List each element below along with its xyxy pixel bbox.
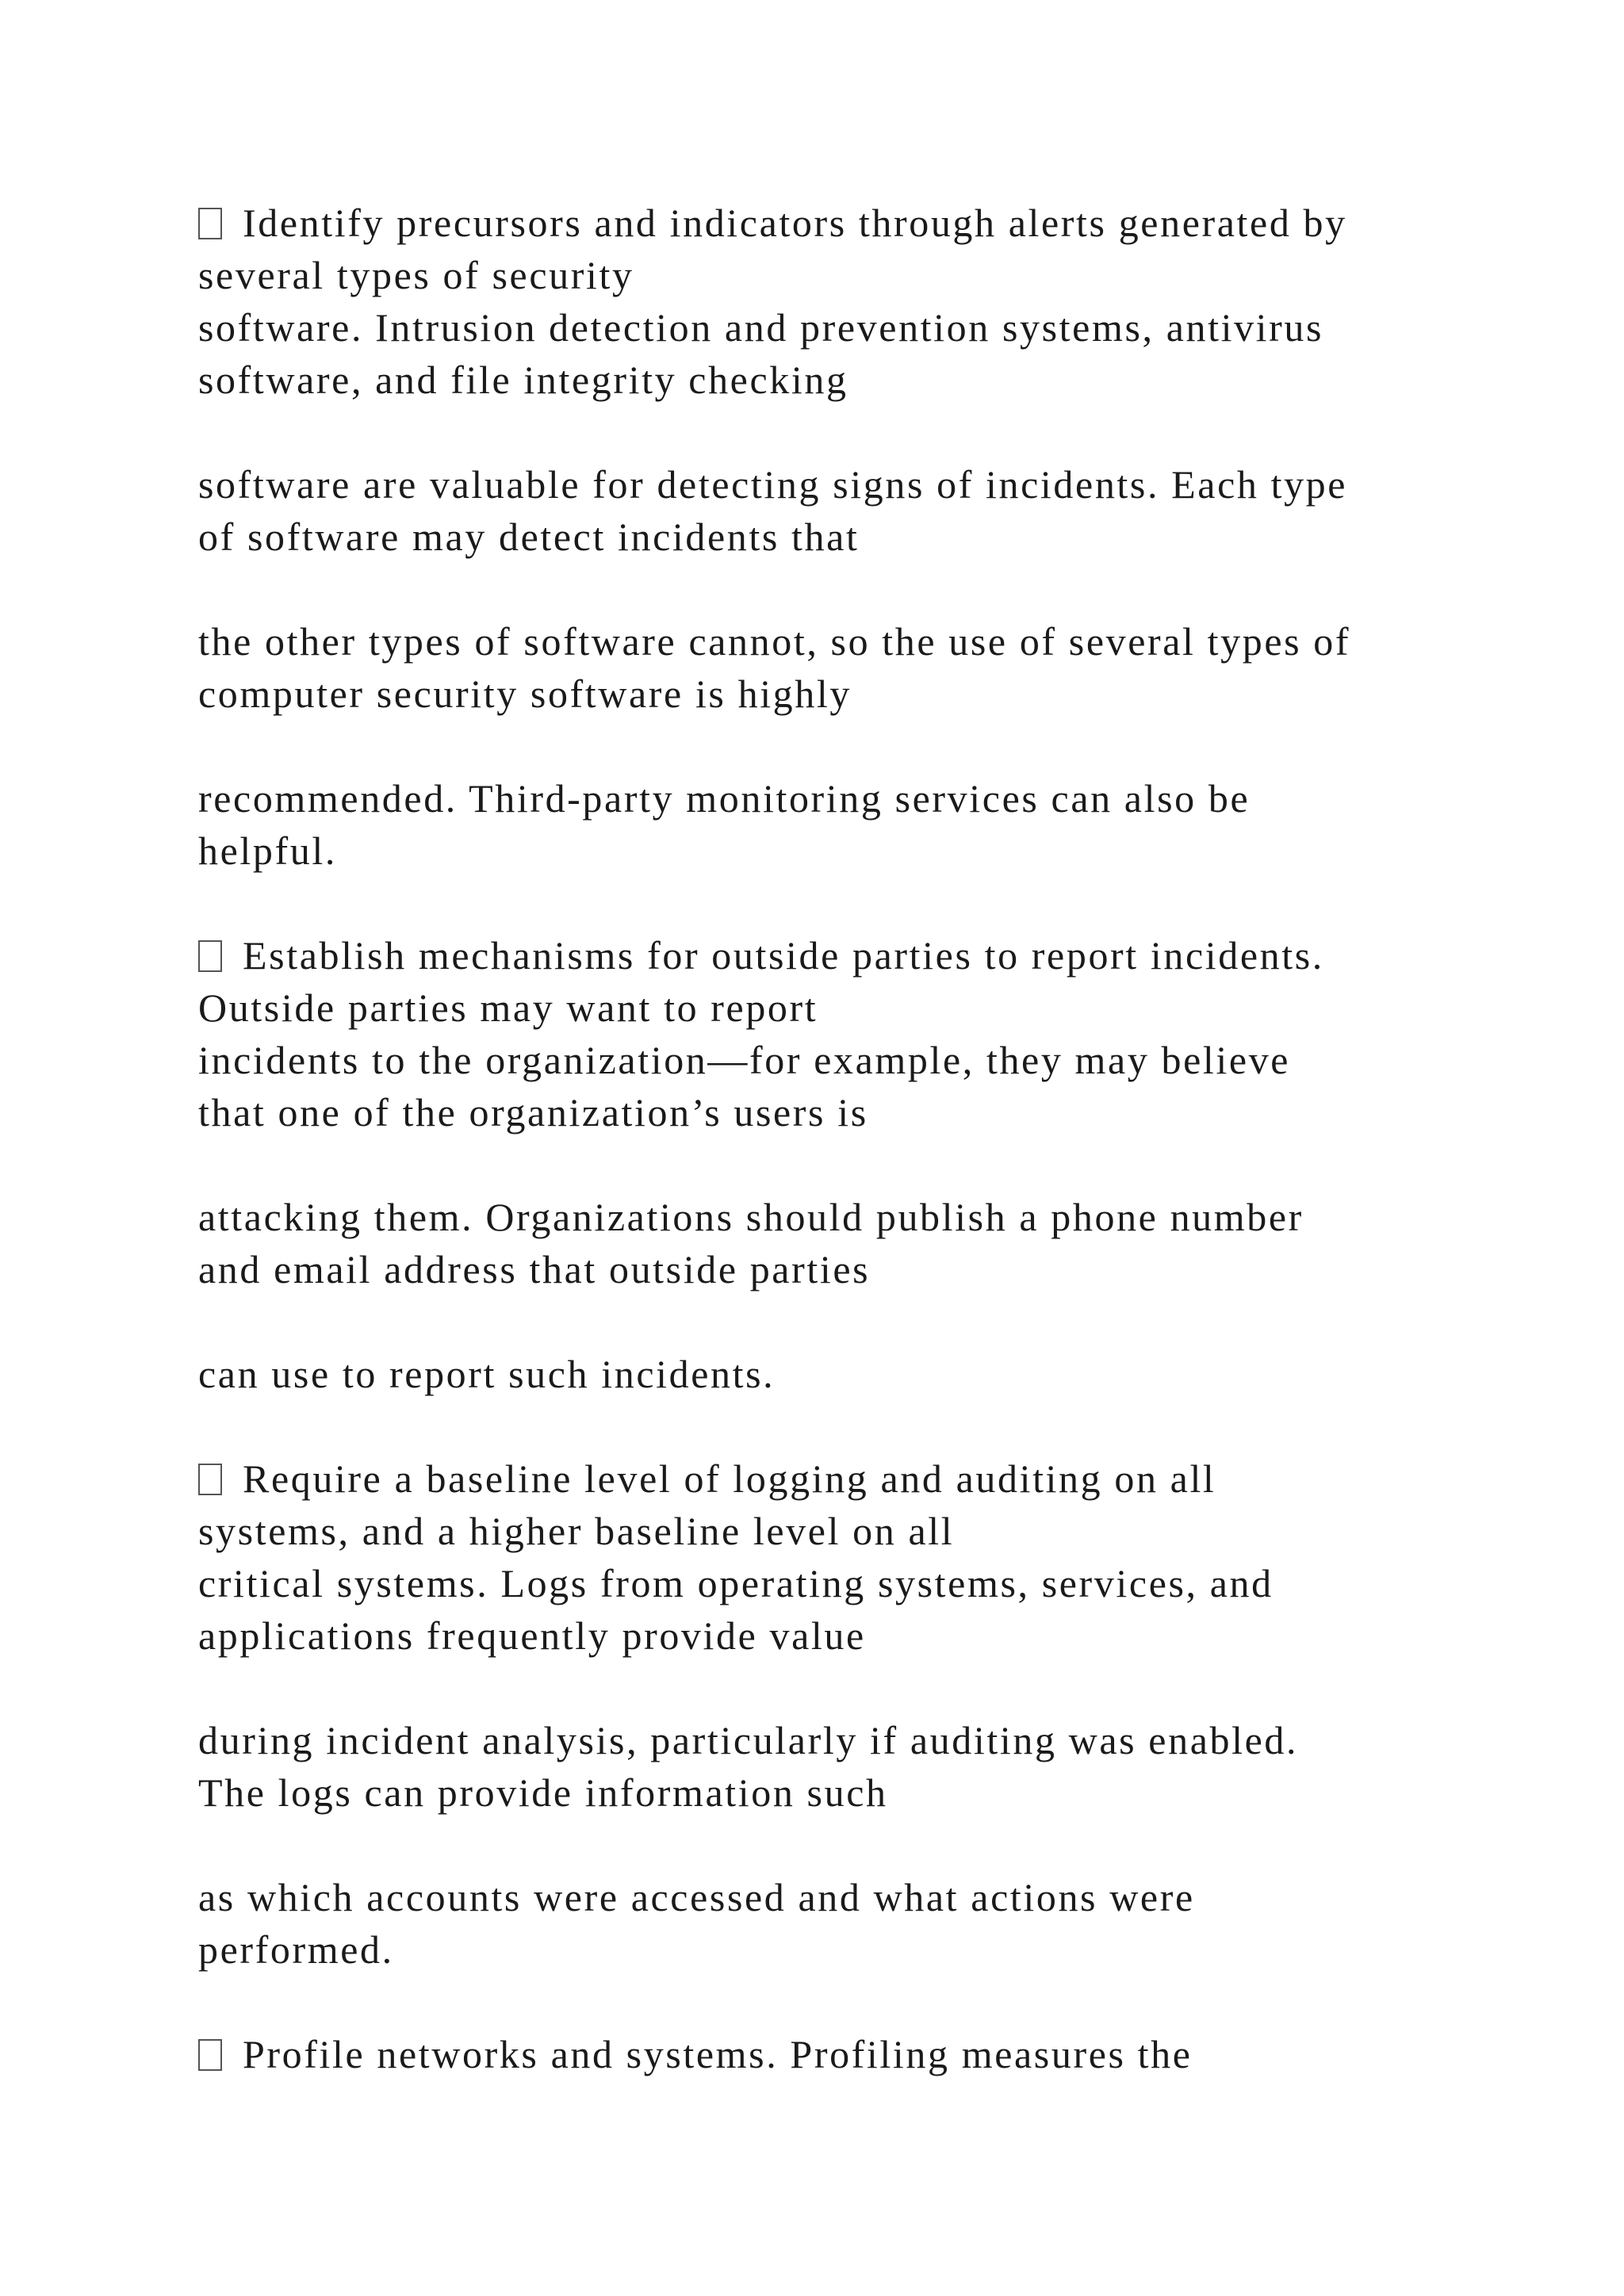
paragraph-8-line-2: systems, and a higher baseline level on all	[198, 1509, 955, 1553]
paragraph-3-line-1: the other types of software cannot, so the use of several types of	[198, 619, 1351, 664]
paragraph-2-line-2: of software may detect incidents that	[198, 515, 860, 559]
paragraph-4-line-1: recommended. Third-party monitoring services can also be	[198, 776, 1251, 821]
paragraph-3-line-2: computer security software is highly	[198, 672, 852, 716]
paragraph-1-line-1: Identify precursors and indicators through alerts generated by	[198, 197, 1347, 249]
paragraph-1-line-4: software, and file integrity checking	[198, 358, 848, 402]
paragraph-9-line-1: during incident analysis, particularly if auditing was enabled.	[198, 1718, 1299, 1762]
paragraph-1-line-3: software. Intrusion detection and prevention systems, antivirus	[198, 305, 1324, 350]
paragraph-2-line-1: software are valuable for detecting signs of incidents. Each type	[198, 462, 1348, 507]
bullet-icon	[198, 208, 222, 239]
paragraph-8-line-3: critical systems. Logs from operating systems, services, and	[198, 1561, 1274, 1605]
paragraph-9-line-2: The logs can provide information such	[198, 1770, 888, 1815]
paragraph-10-line-1: as which accounts were accessed and what actions were	[198, 1875, 1195, 1919]
paragraph-5-line-1: Establish mechanisms for outside parties to report incidents.	[198, 929, 1324, 982]
paragraph-10-line-2: performed.	[198, 1927, 394, 1972]
paragraph-6-line-1: attacking them. Organizations should publish a phone number	[198, 1195, 1304, 1239]
paragraph-7-line-1: can use to report such incidents.	[198, 1352, 776, 1396]
paragraph-5-line-4: that one of the organization’s users is	[198, 1090, 868, 1135]
paragraph-8-line-4: applications frequently provide value	[198, 1613, 866, 1658]
bullet-icon	[198, 1464, 222, 1495]
paragraph-6-line-2: and email address that outside parties	[198, 1247, 871, 1292]
paragraph-4-line-2: helpful.	[198, 828, 337, 873]
paragraph-5-line-3: incidents to the organization—for example, they may believe	[198, 1038, 1291, 1082]
bullet-icon	[198, 2039, 222, 2071]
paragraph-1-line-2: several types of security	[198, 253, 634, 297]
bullet-icon	[198, 940, 222, 972]
paragraph-5-line-2: Outside parties may want to report	[198, 985, 818, 1030]
paragraph-11-line-1: Profile networks and systems. Profiling measures the	[198, 2028, 1193, 2080]
paragraph-8-line-1: Require a baseline level of logging and auditing on all	[198, 1452, 1216, 1505]
